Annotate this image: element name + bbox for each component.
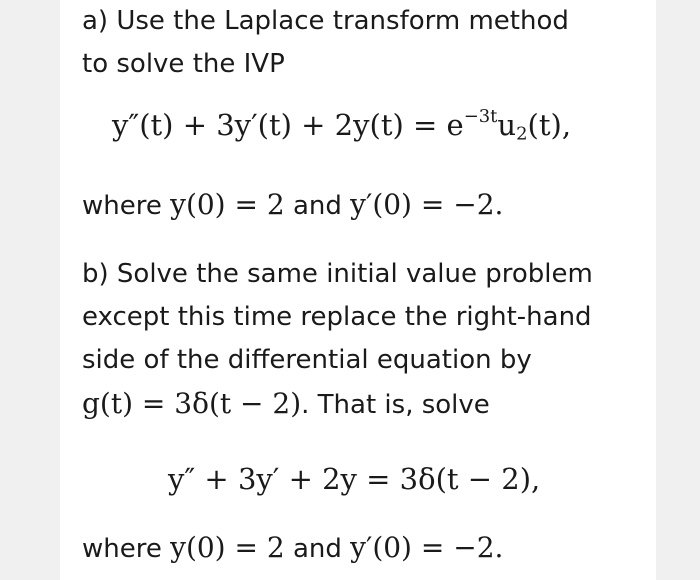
part-a-line-1: a) Use the Laplace transform method	[82, 6, 569, 36]
impulse-ode: y″ + 3y′ + 2y = 3δ(t − 2),	[168, 462, 541, 496]
initial-condition-y-b: y(0) = 2	[170, 531, 285, 564]
forcing-function: g(t) = 3δ(t − 2)	[82, 387, 302, 420]
ode-exponent: −3t	[463, 106, 498, 128]
and-label-b: and	[292, 534, 342, 564]
initial-condition-dy-b: y′(0) = −2.	[350, 531, 504, 564]
initial-condition-y: y(0) = 2	[170, 188, 285, 221]
initial-condition-dy: y′(0) = −2.	[350, 188, 504, 221]
part-b-line-3: side of the differential equation by	[82, 345, 532, 375]
part-b-ode	[168, 462, 540, 496]
part-a-ode	[112, 106, 572, 145]
part-b-line-4	[82, 382, 593, 427]
ode-rhs-tail: (t),	[527, 108, 572, 142]
part-b-conditions	[82, 526, 503, 571]
problem-page	[60, 0, 656, 580]
part-a-conditions	[82, 183, 503, 228]
part-b-line-1: b) Solve the same initial value problem	[82, 259, 593, 289]
part-b-line-2: except this time replace the right-hand	[82, 302, 592, 332]
and-label: and	[292, 191, 342, 221]
part-a-line-2: to solve the IVP	[82, 49, 285, 79]
where-label-b: where	[82, 534, 162, 564]
part-a-intro	[82, 0, 569, 86]
that-is-text: . That is, solve	[301, 390, 490, 420]
ode-step-function: u	[497, 108, 517, 142]
ode-step-subscript: 2	[516, 123, 528, 145]
where-label: where	[82, 191, 162, 221]
ode-lhs: y″(t) + 3y′(t) + 2y(t) = e	[112, 108, 464, 142]
part-b-intro	[82, 253, 593, 427]
